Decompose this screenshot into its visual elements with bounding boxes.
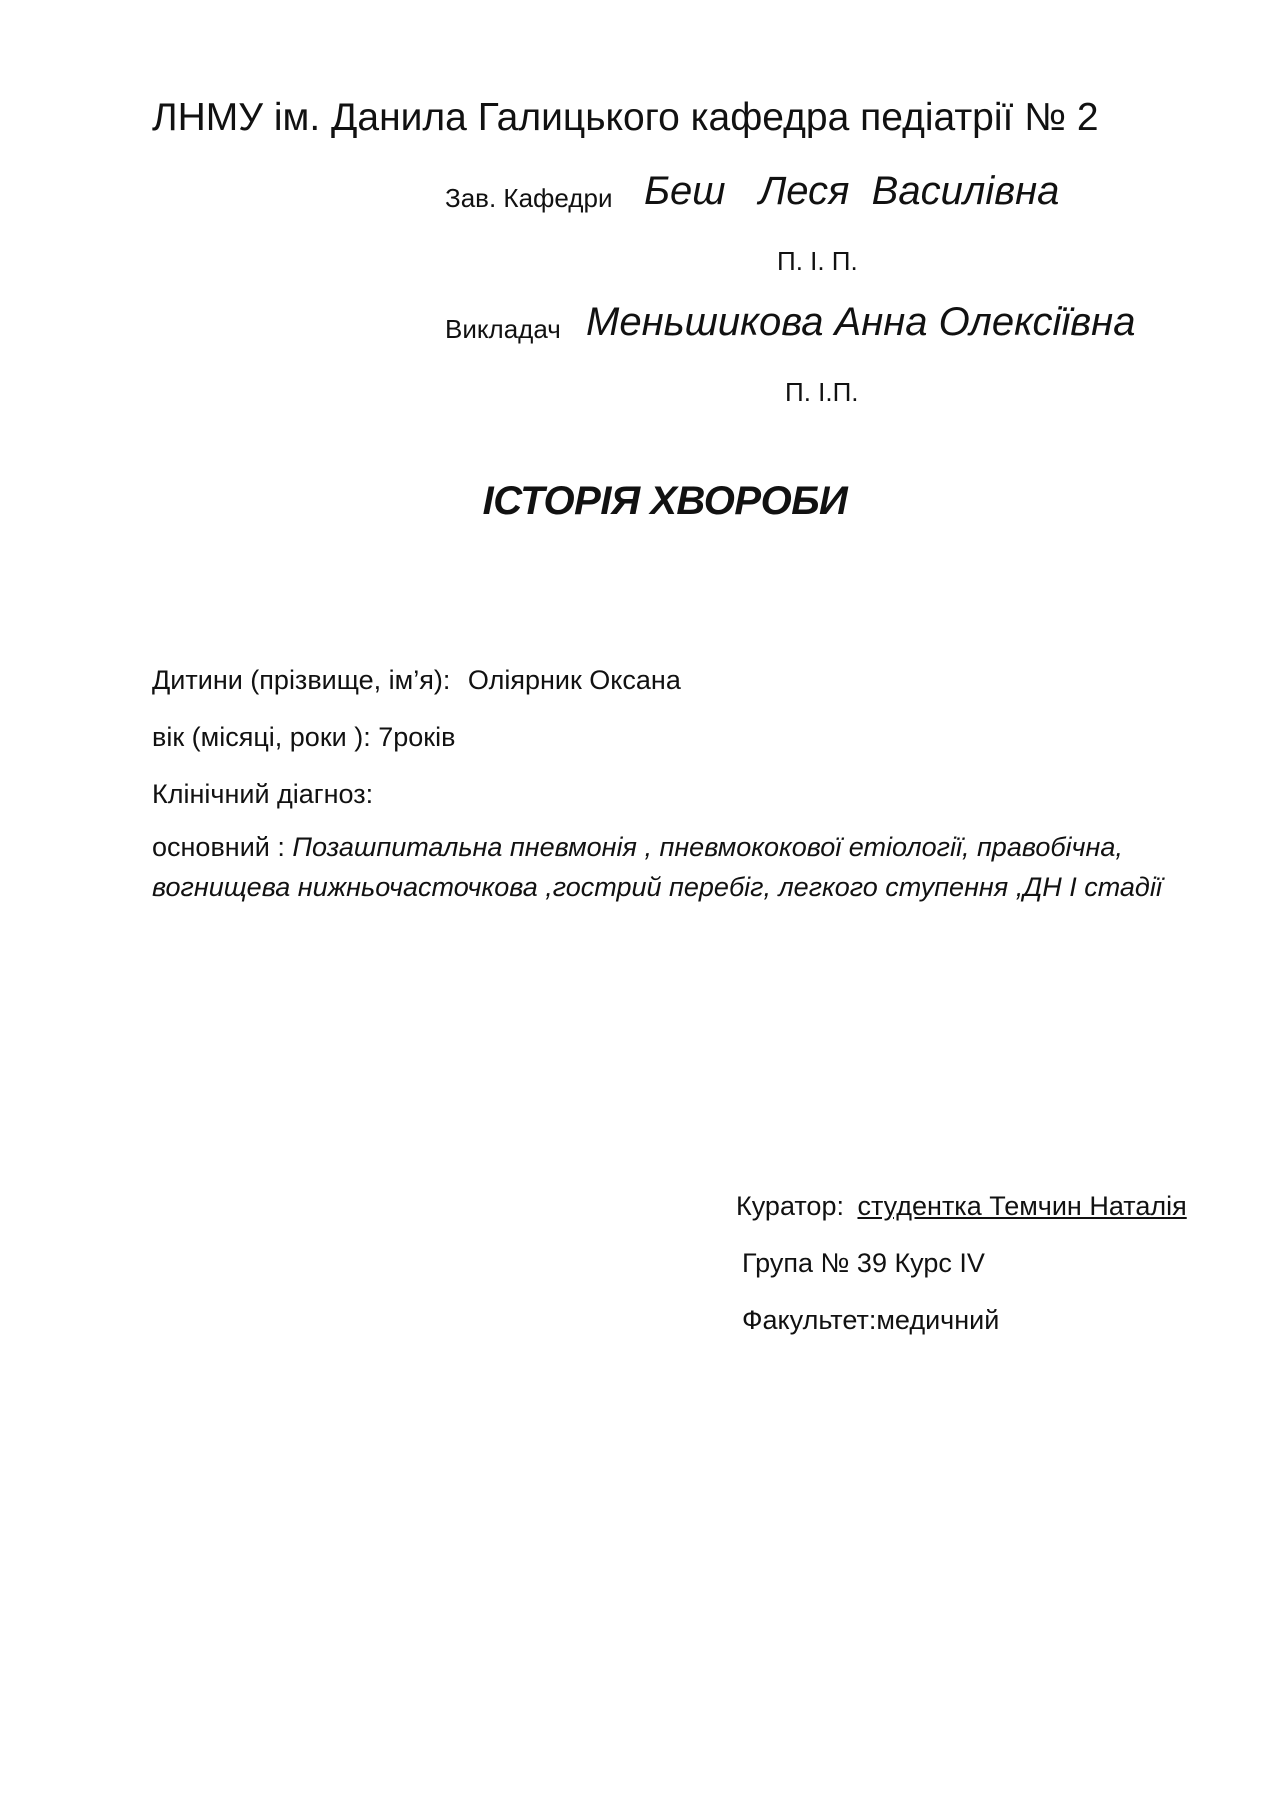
teacher-pip-caption: П. І.П. xyxy=(785,377,859,407)
main-diagnosis-value: Позашпитальна пневмонія , пневмококової етіології, правобічна, вогнищева нижньочасточкова ,гострий перебіг, легкого ступення ,ДН І стадії xyxy=(152,832,1162,902)
teacher-name: Меньшикова Анна Олексіївна xyxy=(586,300,1136,344)
patient-age-value: 7років xyxy=(378,722,456,752)
group-course-line: Група № 39 Курс IV xyxy=(742,1248,985,1278)
patient-age-line xyxy=(152,722,455,753)
head-of-department-name: Беш Леся Василівна xyxy=(644,169,1060,213)
head-of-department-label: Зав. Кафедри xyxy=(445,183,613,213)
main-diagnosis-label: основний : xyxy=(152,832,285,862)
curator-value: студентка Темчин Наталія xyxy=(857,1191,1187,1221)
faculty-line: Факультет:медичний xyxy=(742,1305,1000,1335)
patient-name-value: Оліярник Оксана xyxy=(467,665,681,695)
patient-age-label: вік (місяці, роки ): xyxy=(152,722,371,752)
patient-name-line xyxy=(152,665,681,696)
teacher-label: Викладач xyxy=(445,314,561,344)
head-pip-caption: П. І. П. xyxy=(777,246,858,276)
document-title: ІСТОРІЯ ХВОРОБИ xyxy=(482,479,848,523)
main-diagnosis xyxy=(152,827,1162,907)
institution-header: ЛНМУ ім. Данила Галицького кафедра педіатрії № 2 xyxy=(152,96,1099,139)
clinical-diagnosis-label: Клінічний діагноз: xyxy=(152,779,374,809)
curator-line xyxy=(736,1191,1187,1222)
curator-label: Куратор: xyxy=(736,1191,844,1221)
patient-name-label: Дитини (прізвище, ім’я): xyxy=(152,665,451,695)
